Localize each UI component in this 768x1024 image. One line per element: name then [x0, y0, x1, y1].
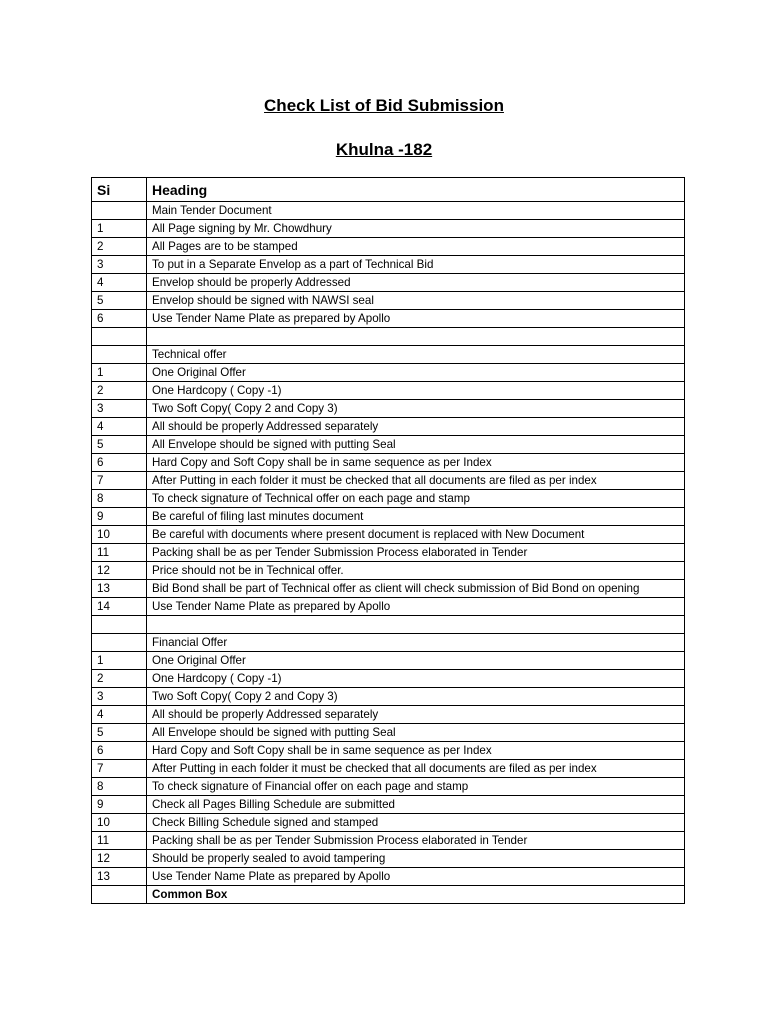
blank-cell — [92, 616, 147, 634]
table-row — [92, 400, 685, 418]
row-text: Two Soft Copy( Copy 2 and Copy 3) — [147, 400, 685, 418]
row-si: 1 — [92, 652, 147, 670]
blank-row — [92, 616, 685, 634]
table-row — [92, 544, 685, 562]
section-si-cell — [92, 346, 147, 364]
row-si: 14 — [92, 598, 147, 616]
row-text: One Hardcopy ( Copy -1) — [147, 670, 685, 688]
section-row — [92, 886, 685, 904]
table-row — [92, 850, 685, 868]
row-si: 1 — [92, 220, 147, 238]
table-row — [92, 454, 685, 472]
row-si: 5 — [92, 436, 147, 454]
header-si: Si — [92, 178, 147, 202]
row-si: 5 — [92, 292, 147, 310]
row-text: One Original Offer — [147, 652, 685, 670]
row-text: Hard Copy and Soft Copy shall be in same sequence as per Index — [147, 454, 685, 472]
row-si: 9 — [92, 508, 147, 526]
checklist-body — [92, 202, 685, 904]
row-si: 9 — [92, 796, 147, 814]
table-row — [92, 670, 685, 688]
row-si: 5 — [92, 724, 147, 742]
row-text: Check all Pages Billing Schedule are submitted — [147, 796, 685, 814]
section-title: Technical offer — [147, 346, 685, 364]
row-si: 12 — [92, 850, 147, 868]
row-text: All Envelope should be signed with putting Seal — [147, 724, 685, 742]
row-text: Use Tender Name Plate as prepared by Apollo — [147, 310, 685, 328]
row-text: All should be properly Addressed separately — [147, 706, 685, 724]
row-text: Envelop should be properly Addressed — [147, 274, 685, 292]
table-row — [92, 598, 685, 616]
table-row — [92, 562, 685, 580]
table-row — [92, 796, 685, 814]
table-row — [92, 832, 685, 850]
header-heading: Heading — [147, 178, 685, 202]
table-row — [92, 742, 685, 760]
section-si-cell — [92, 202, 147, 220]
row-text: Packing shall be as per Tender Submission Process elaborated in Tender — [147, 832, 685, 850]
row-si: 11 — [92, 544, 147, 562]
table-row — [92, 814, 685, 832]
row-si: 10 — [92, 814, 147, 832]
blank-row — [92, 328, 685, 346]
table-row — [92, 724, 685, 742]
row-text: All should be properly Addressed separately — [147, 418, 685, 436]
row-text: Packing shall be as per Tender Submission Process elaborated in Tender — [147, 544, 685, 562]
table-row — [92, 256, 685, 274]
row-si: 2 — [92, 238, 147, 256]
section-row — [92, 634, 685, 652]
row-text: One Hardcopy ( Copy -1) — [147, 382, 685, 400]
table-row — [92, 472, 685, 490]
table-row — [92, 364, 685, 382]
blank-cell — [92, 328, 147, 346]
table-row — [92, 760, 685, 778]
row-si: 3 — [92, 400, 147, 418]
document-subtitle: Khulna -182 — [335, 140, 433, 159]
table-row — [92, 652, 685, 670]
row-si: 3 — [92, 256, 147, 274]
row-text: Bid Bond shall be part of Technical offer as client will check submission of Bid Bond on opening — [147, 580, 685, 598]
row-text: Envelop should be signed with NAWSI seal — [147, 292, 685, 310]
table-row — [92, 274, 685, 292]
table-row — [92, 868, 685, 886]
row-si: 7 — [92, 472, 147, 490]
row-si: 4 — [92, 706, 147, 724]
row-text: Two Soft Copy( Copy 2 and Copy 3) — [147, 688, 685, 706]
table-row — [92, 418, 685, 436]
row-text: One Original Offer — [147, 364, 685, 382]
row-text: Be careful of filing last minutes document — [147, 508, 685, 526]
row-text: All Page signing by Mr. Chowdhury — [147, 220, 685, 238]
section-row — [92, 346, 685, 364]
row-text: Use Tender Name Plate as prepared by Apollo — [147, 868, 685, 886]
row-text: To check signature of Financial offer on each page and stamp — [147, 778, 685, 796]
row-si: 7 — [92, 760, 147, 778]
row-si: 1 — [92, 364, 147, 382]
section-si-cell — [92, 886, 147, 904]
row-text: To check signature of Technical offer on each page and stamp — [147, 490, 685, 508]
row-si: 4 — [92, 418, 147, 436]
row-si: 8 — [92, 778, 147, 796]
row-text: All Envelope should be signed with putting Seal — [147, 436, 685, 454]
row-si: 13 — [92, 868, 147, 886]
table-row — [92, 688, 685, 706]
row-si: 11 — [92, 832, 147, 850]
row-text: To put in a Separate Envelop as a part of Technical Bid — [147, 256, 685, 274]
row-text: All Pages are to be stamped — [147, 238, 685, 256]
table-row — [92, 310, 685, 328]
checklist-table — [91, 177, 685, 904]
table-row — [92, 706, 685, 724]
row-si: 6 — [92, 310, 147, 328]
table-row — [92, 238, 685, 256]
row-text: Price should not be in Technical offer. — [147, 562, 685, 580]
row-si: 10 — [92, 526, 147, 544]
section-title: Financial Offer — [147, 634, 685, 652]
table-row — [92, 292, 685, 310]
section-title: Common Box — [147, 886, 685, 904]
table-row — [92, 490, 685, 508]
table-header-row — [92, 178, 685, 202]
row-si: 2 — [92, 382, 147, 400]
row-text: After Putting in each folder it must be checked that all documents are filed as per index — [147, 760, 685, 778]
row-text: Use Tender Name Plate as prepared by Apollo — [147, 598, 685, 616]
row-si: 13 — [92, 580, 147, 598]
row-si: 6 — [92, 454, 147, 472]
row-si: 6 — [92, 742, 147, 760]
row-text: Be careful with documents where present document is replaced with New Document — [147, 526, 685, 544]
row-si: 3 — [92, 688, 147, 706]
row-text: Check Billing Schedule signed and stamped — [147, 814, 685, 832]
blank-cell — [147, 616, 685, 634]
document-title: Check List of Bid Submission — [264, 96, 504, 115]
blank-cell — [147, 328, 685, 346]
table-row — [92, 580, 685, 598]
table-row — [92, 220, 685, 238]
row-si: 8 — [92, 490, 147, 508]
row-si: 12 — [92, 562, 147, 580]
row-si: 4 — [92, 274, 147, 292]
row-text: Hard Copy and Soft Copy shall be in same sequence as per Index — [147, 742, 685, 760]
row-text: Should be properly sealed to avoid tampering — [147, 850, 685, 868]
row-text: After Putting in each folder it must be checked that all documents are filed as per index — [147, 472, 685, 490]
table-row — [92, 508, 685, 526]
table-row — [92, 778, 685, 796]
table-row — [92, 382, 685, 400]
section-title: Main Tender Document — [147, 202, 685, 220]
section-si-cell — [92, 634, 147, 652]
row-si: 2 — [92, 670, 147, 688]
table-row — [92, 526, 685, 544]
section-row — [92, 202, 685, 220]
table-row — [92, 436, 685, 454]
